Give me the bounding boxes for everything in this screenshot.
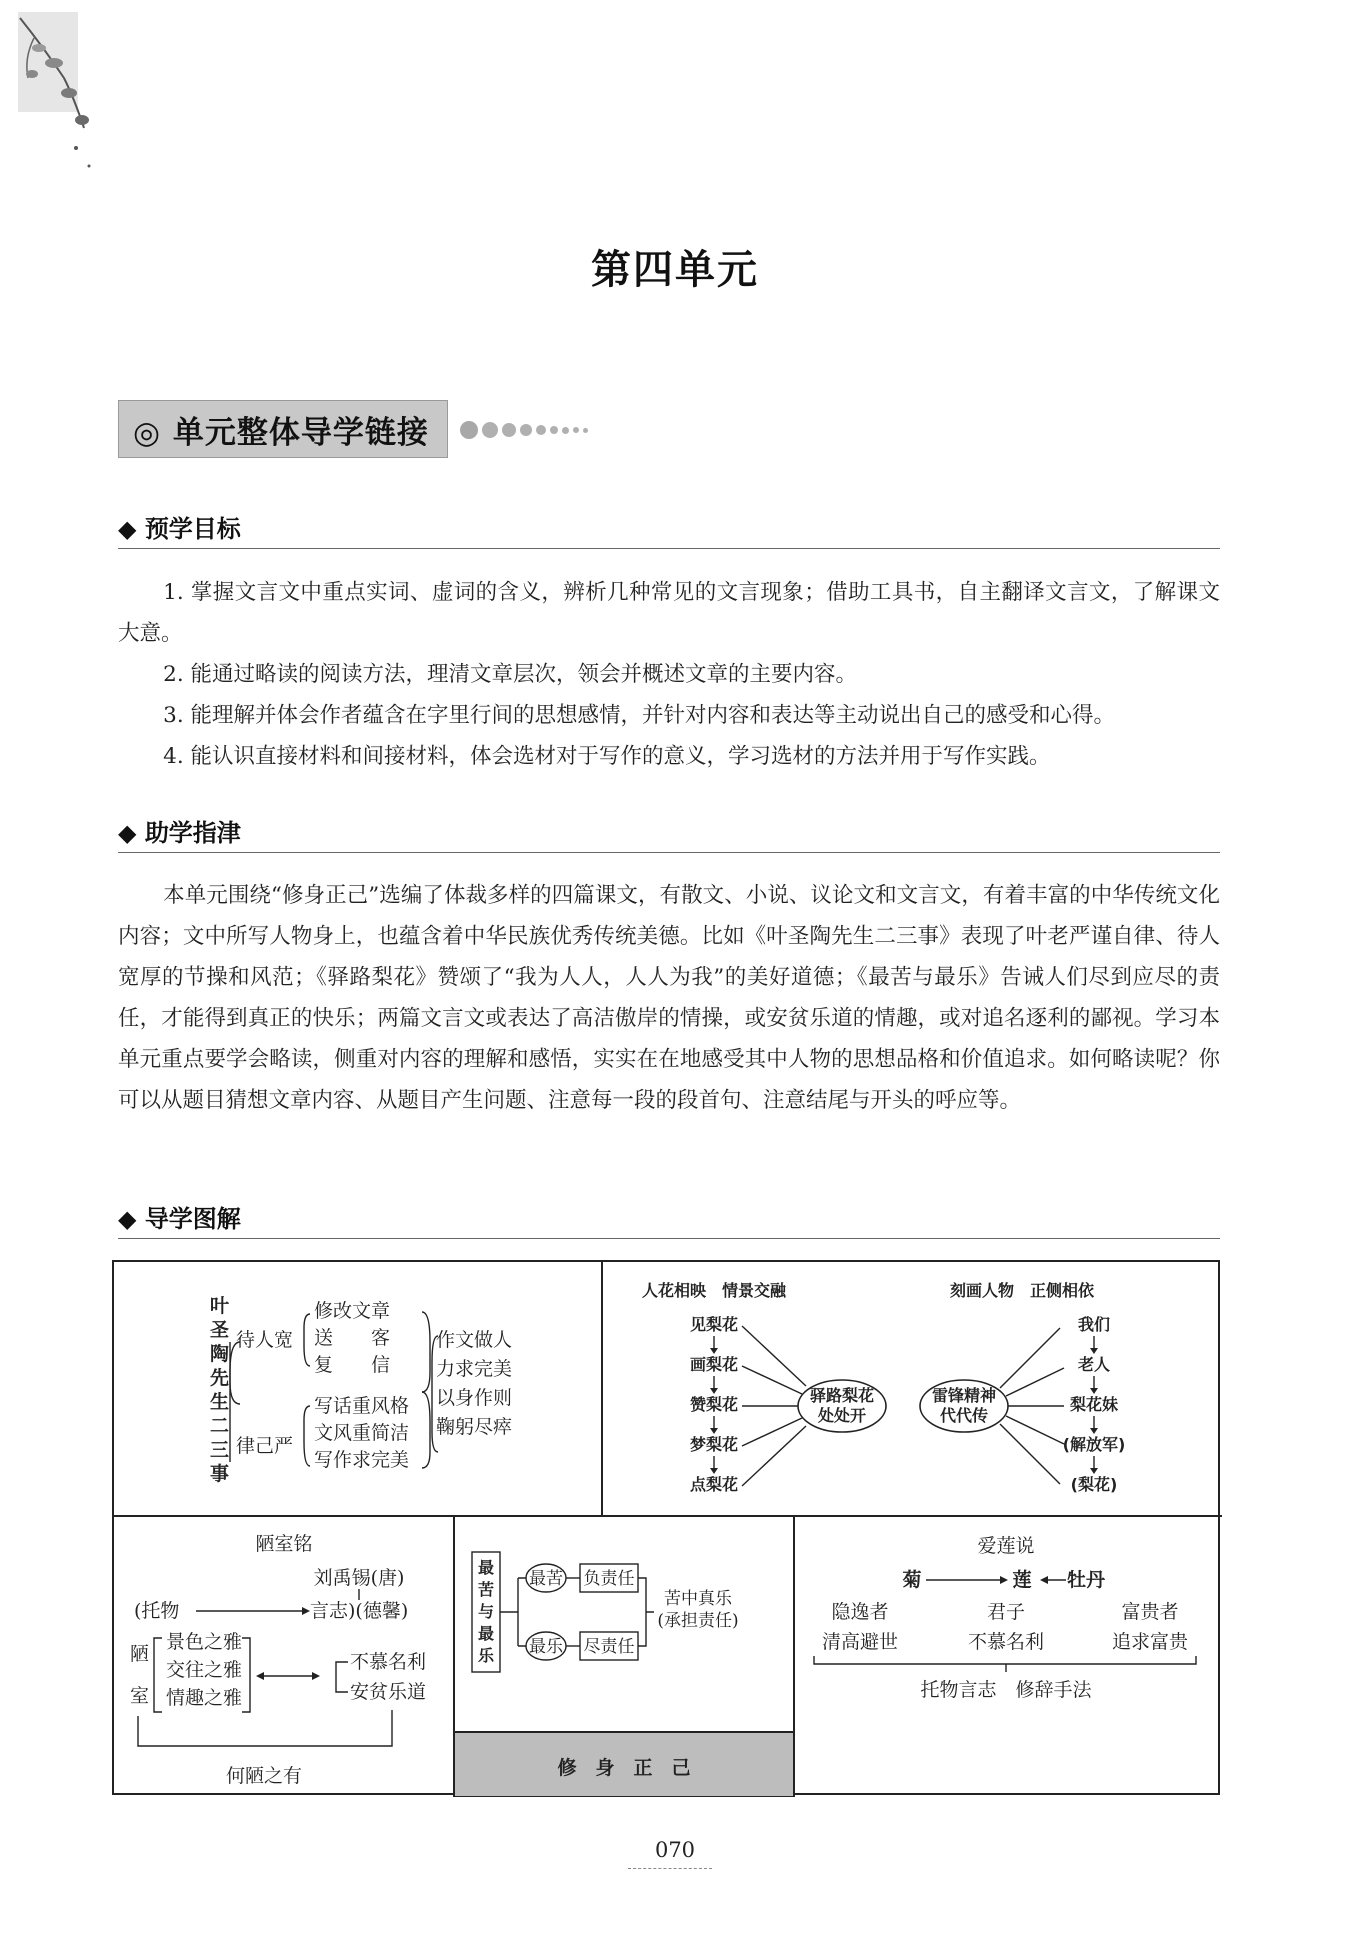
ye-title-char: 生 [210, 1391, 230, 1413]
goal-item: 3. 能理解并体会作者蕴含在字里行间的思想感情，并针对内容和表达等主动说出自己的感受和心得。 [163, 703, 1115, 728]
ye-title-char: 陶 [210, 1343, 230, 1365]
page-number-rule [628, 1868, 712, 1869]
loushi-ya: 景色之雅 [166, 1631, 243, 1653]
kule-title-char: 与 [477, 1602, 495, 1621]
ailian-lian: 莲 [1012, 1569, 1032, 1591]
ye-right-item: 鞠躬尽瘁 [436, 1416, 513, 1438]
ailian-col: 清高避世 [821, 1631, 899, 1653]
loushi-ya: 情趣之雅 [166, 1687, 243, 1709]
yilu-header-left: 人花相映 情景交融 [641, 1281, 787, 1300]
ye-b1-item: 修改文章 [314, 1300, 391, 1322]
loushi-title: 陋室铭 [255, 1533, 313, 1555]
ailian-col: 君子 [986, 1601, 1026, 1623]
kule-title-char: 乐 [477, 1646, 495, 1665]
loushi-yanzhi: 言志)(德馨) [310, 1600, 409, 1622]
yilu-right-item: 我们 [1077, 1315, 1111, 1334]
yilu-left-item: 梦梨花 [689, 1435, 739, 1454]
kule-title-char: 最 [477, 1558, 495, 1577]
yilu-left-item: 点梨花 [689, 1475, 739, 1494]
ye-b1-item: 送 客 [314, 1327, 391, 1349]
kule-result: 苦中真乐 [664, 1589, 732, 1609]
yilu-center-right: 雷锋精神 [931, 1386, 997, 1405]
yilu-left-item: 赞梨花 [689, 1395, 739, 1414]
yilu-right-item: (梨花) [1070, 1475, 1118, 1494]
ailian-col: 追求富贵 [1111, 1631, 1189, 1653]
ye-title-char: 事 [210, 1463, 230, 1485]
yilu-center-left: 处处开 [817, 1406, 867, 1425]
goal-item: 2. 能通过略读的阅读方法，理清文章层次，领会并概述文章的主要内容。 [163, 662, 857, 687]
ailian-col: 富贵者 [1121, 1601, 1179, 1623]
ye-panel [210, 1295, 512, 1485]
yilu-right-item: (解放军) [1062, 1435, 1126, 1454]
goals-list [118, 572, 1220, 777]
guide-figure [112, 1260, 1220, 1795]
yilu-left-item: 画梨花 [689, 1355, 739, 1374]
ailian-mudan: 牡丹 [1066, 1569, 1106, 1591]
ailian-col: 不慕名利 [967, 1631, 1045, 1653]
yilu-center-right: 代代传 [939, 1406, 989, 1425]
loushi-tuowu: (托物 [134, 1600, 180, 1622]
kule-bottom: 最乐 [529, 1637, 563, 1657]
ailian-ju: 菊 [902, 1569, 922, 1591]
guide-paragraph: 本单元围绕“修身正己”选编了体裁多样的四篇课文，有散文、小说、议论文和文言文，有着丰富的中华传统文化内容；文中所写人物身上，也蕴含着中华民族优秀传统美德。比如《叶圣陶先生二三事》表现了叶老严谨自律、待人宽厚的节操和风范；《驿路梨花》赞颂了“我为人人，人人为我”的美好道德；《最苦与最乐》告诫人们尽到应尽的责任，才能得到真正的快乐；两篇文言文或表达了高洁傲岸的情操，或安贫乐道的情趣，或对追名逐利的鄙视。学习本单元重点要学会略读，侧重对内容的理解和感悟，实实在在地感受其中人物的思想品格和价值追求。如何略读呢？你可以从题目猜想文章内容、从题目产生问题、注意每一段的段首句、注意结尾与开头的呼应等。 [118, 883, 1220, 1113]
kule-title-char: 苦 [477, 1580, 495, 1599]
figure-footer: 修 身 正 己 [557, 1757, 691, 1779]
ye-branch2: 律己严 [236, 1435, 294, 1457]
ailian-panel [814, 1535, 1196, 1701]
goal-item: 4. 能认识直接材料和间接材料，体会选材对于写作的意义，学习选材的方法并用于写作实践。 [163, 744, 1051, 769]
kule-title-char: 最 [477, 1624, 495, 1643]
yilu-right-item: 梨花妹 [1069, 1395, 1119, 1414]
ailian-col: 隐逸者 [831, 1601, 889, 1623]
guide-heading: ◆ 助学指津 [118, 812, 1220, 853]
ye-b2-item: 文风重简洁 [314, 1422, 410, 1444]
ye-b2-item: 写作求完美 [314, 1449, 410, 1471]
section-banner [118, 400, 448, 458]
ye-b1-item: 复 信 [314, 1354, 391, 1376]
kule-top: 最苦 [529, 1569, 563, 1589]
banner-dots [460, 420, 588, 440]
ye-right-item: 力求完美 [436, 1358, 513, 1380]
ye-title-char: 二 [210, 1415, 230, 1437]
yilu-header-right: 刻画人物 正侧相依 [949, 1281, 1095, 1300]
banner-label: ◎ 单元整体导学链接 [133, 414, 429, 451]
yilu-right-item: 老人 [1077, 1355, 1111, 1374]
goals-heading: ◆ 预学目标 [118, 508, 1220, 549]
ailian-bottom: 托物言志 修辞手法 [920, 1679, 1092, 1701]
ye-title-char: 叶 [210, 1295, 230, 1317]
ye-b2-item: 写话重风格 [314, 1395, 410, 1417]
ye-right-item: 作文做人 [436, 1329, 513, 1351]
loushi-side: 室 [130, 1685, 150, 1707]
loushi-right: 安贫乐道 [350, 1681, 427, 1703]
ye-title-char: 三 [210, 1439, 230, 1461]
yilu-panel [642, 1281, 1125, 1494]
kule-panel [472, 1552, 739, 1672]
loushi-panel [130, 1533, 426, 1787]
ye-branch1: 待人宽 [236, 1329, 294, 1351]
ailian-title: 爱莲说 [977, 1535, 1035, 1557]
kule-bottom-r: 尽责任 [583, 1637, 635, 1657]
loushi-ya: 交往之雅 [166, 1659, 243, 1681]
decorative-branch-image [14, 8, 94, 168]
loushi-author: 刘禹锡(唐) [313, 1567, 405, 1589]
loushi-right: 不慕名利 [350, 1651, 427, 1673]
kule-top-r: 负责任 [583, 1569, 635, 1589]
yilu-center-left: 驿路梨花 [809, 1386, 875, 1405]
page-number: 070 [654, 1838, 696, 1862]
unit-title: 第四单元 [591, 246, 759, 293]
ye-title-char: 圣 [210, 1319, 230, 1341]
yilu-left-item: 见梨花 [689, 1315, 739, 1334]
loushi-bottom: 何陋之有 [225, 1765, 303, 1787]
diagram-heading: ◆ 导学图解 [118, 1198, 1220, 1239]
loushi-side: 陋 [130, 1643, 150, 1665]
ye-title-char: 先 [210, 1367, 230, 1389]
goal-item: 1. 掌握文言文中重点实词、虚词的含义，辨析几种常见的文言现象；借助工具书，自主翻译文言文，了解课文大意。 [118, 580, 1220, 646]
kule-result2: (承担责任) [657, 1611, 739, 1631]
ye-right-item: 以身作则 [436, 1387, 513, 1409]
